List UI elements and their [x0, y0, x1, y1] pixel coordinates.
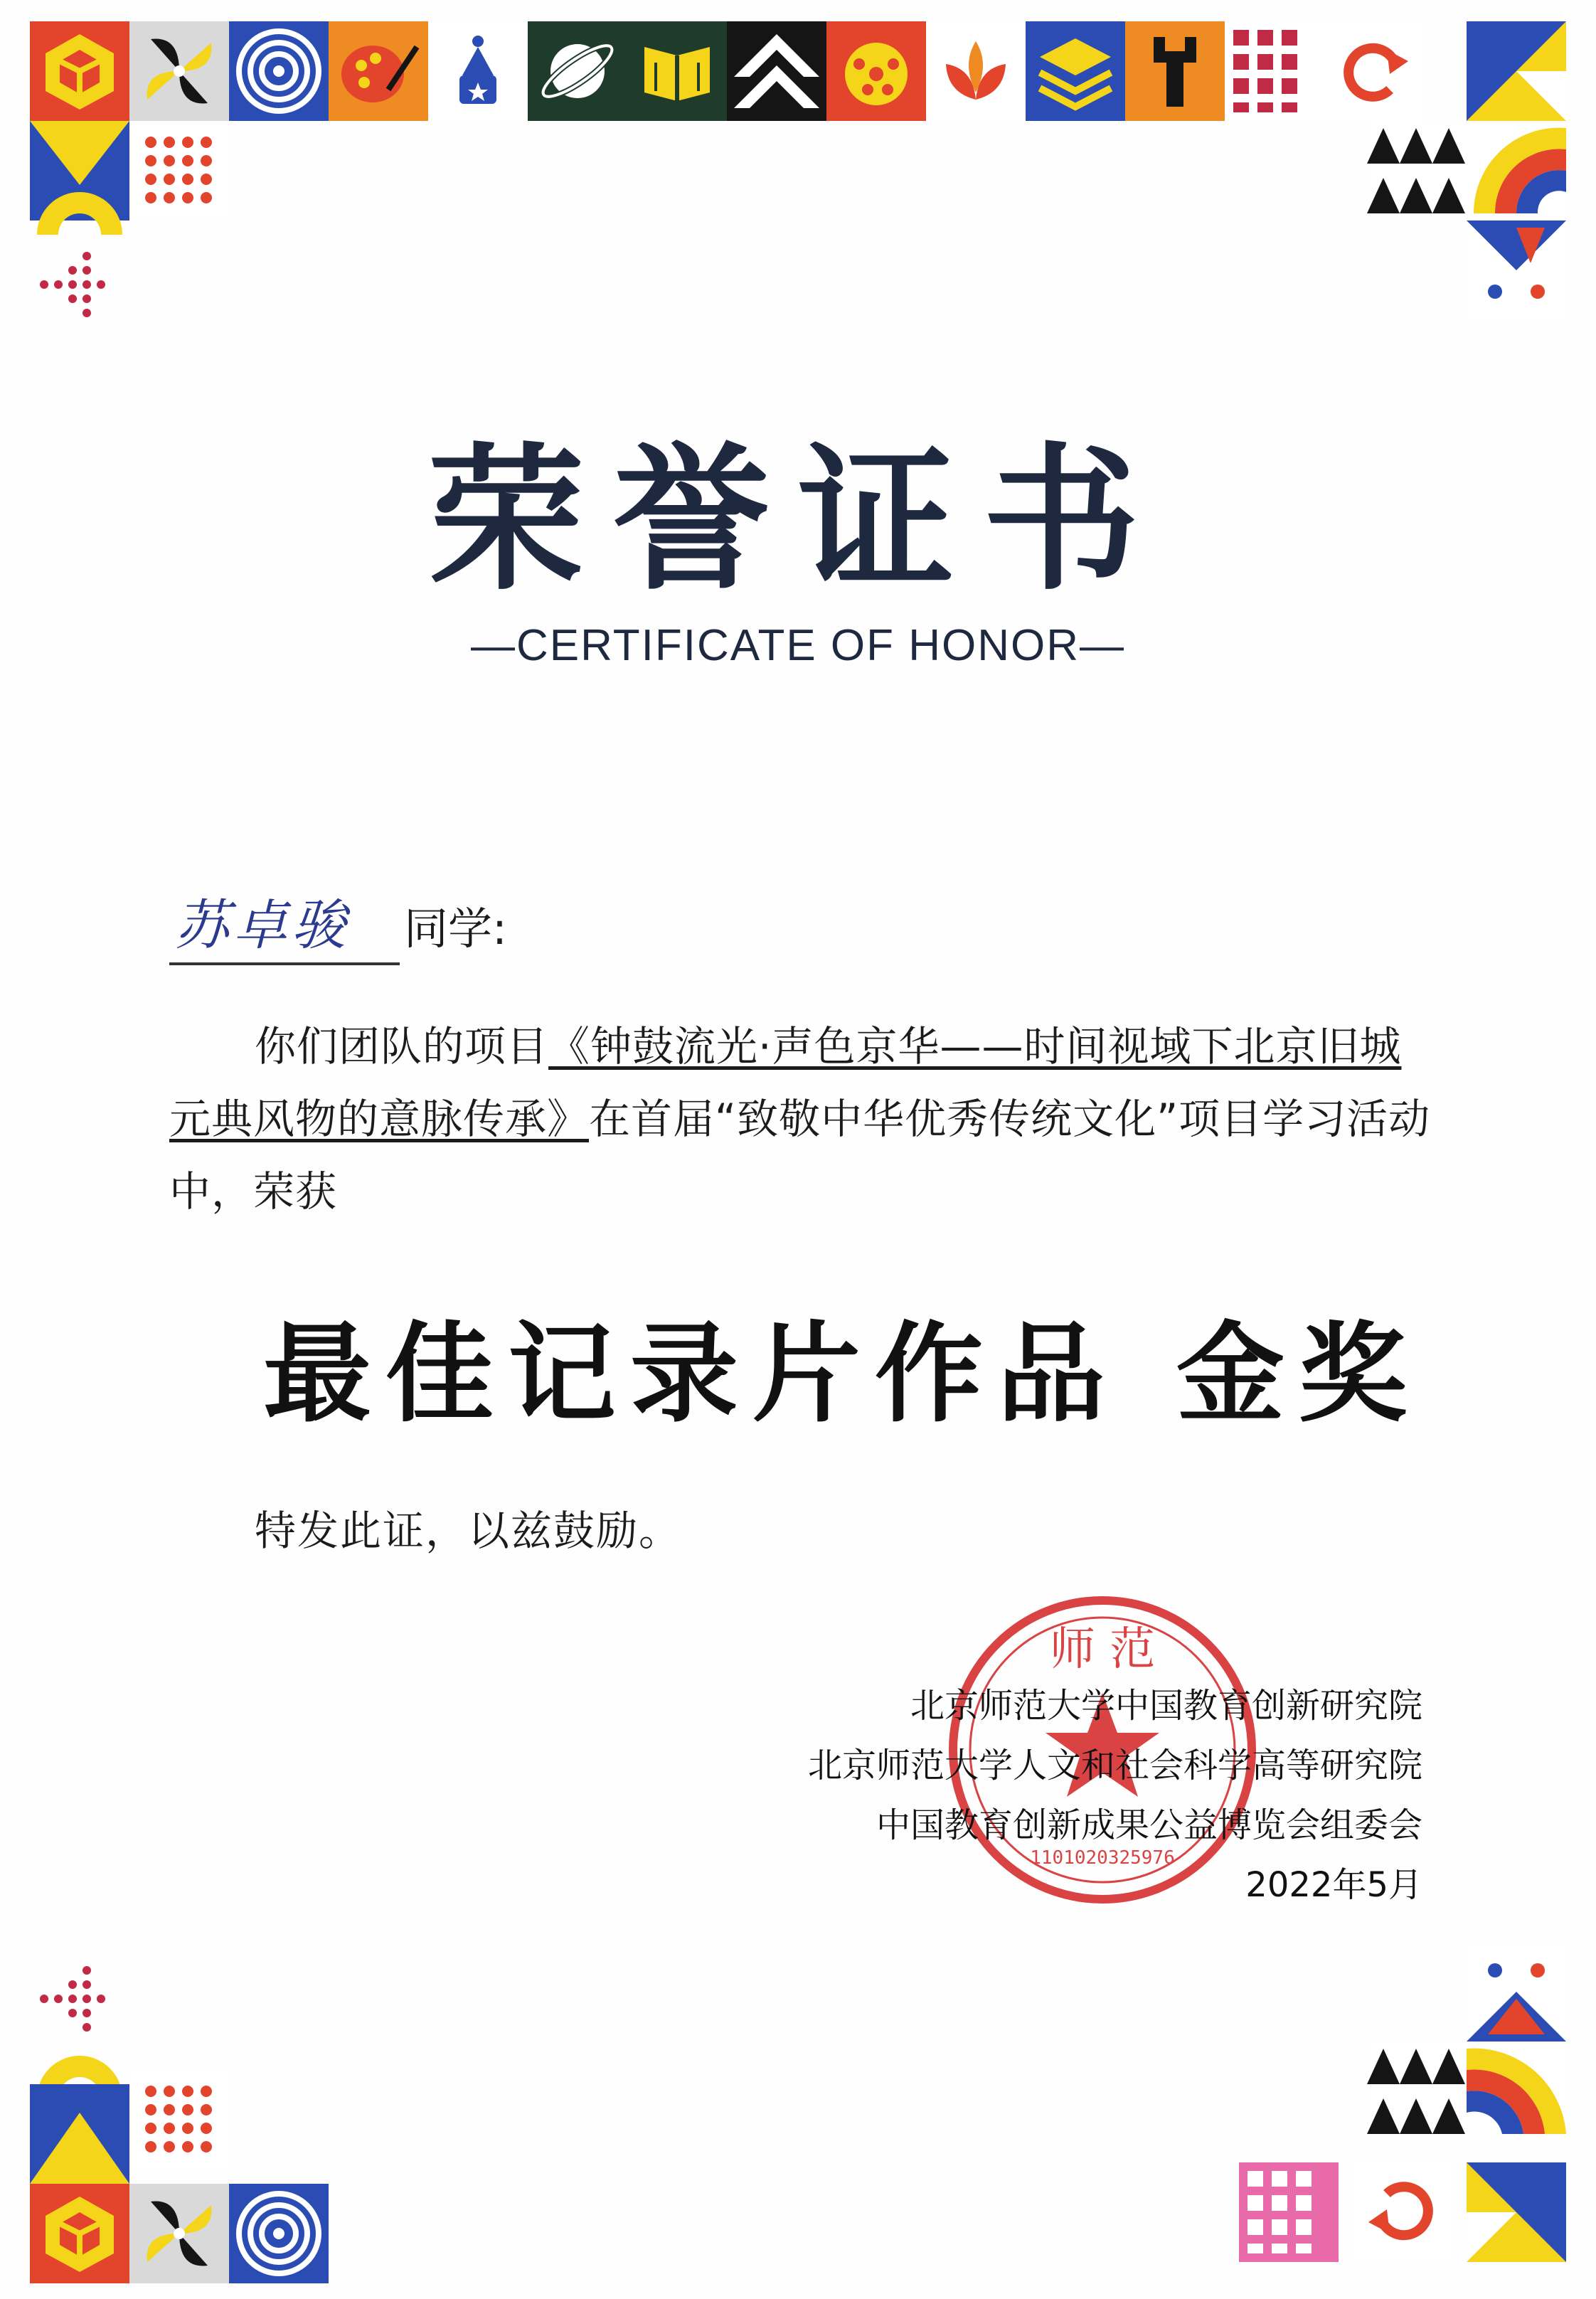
recipient-suffix: 同学: — [404, 903, 507, 955]
project-title: 《钟鼓流光·声色京华——时间视域下北京旧城元典风物的意脉传承》 — [169, 1022, 1402, 1143]
clown-face-icon — [1467, 221, 1566, 320]
refresh-arrow-icon — [1324, 21, 1424, 121]
chevron-up-icon — [727, 21, 826, 121]
planet-icon — [528, 21, 627, 121]
triangles-icon — [1467, 2162, 1566, 2262]
recipient-line — [169, 882, 507, 960]
seal-top-text: 师 范 — [1049, 1623, 1156, 1676]
dotted-arrow-icon — [30, 1949, 129, 2049]
zigzag-triangles-icon — [1367, 2042, 1467, 2141]
hexagon-cube-icon — [30, 2184, 129, 2283]
body-paragraph — [169, 1010, 1435, 1228]
certificate-title: 荣誉证书 — [427, 427, 1168, 611]
recipient-name: 苏卓骏 — [169, 882, 400, 965]
issuer-block — [808, 1676, 1422, 1915]
award-level: 金奖 — [1176, 1310, 1421, 1437]
body-middle: 在首届“致敬中华优秀传统文化”项目学习活动中，荣获 — [169, 1095, 1431, 1216]
rainbow-arc-icon — [1467, 121, 1566, 221]
triangles-icon — [1467, 21, 1566, 121]
refresh-arrow-icon — [1353, 2162, 1452, 2262]
molecule-icon — [826, 21, 926, 121]
triangle-icon — [30, 2084, 129, 2184]
issuer-line: 中国教育创新成果公益博览会组委会 — [876, 1805, 1422, 1845]
grid-pattern-icon — [1225, 21, 1324, 121]
paint-palette-icon — [329, 21, 428, 121]
zigzag-triangles-icon — [1367, 121, 1467, 221]
clown-face-icon — [1467, 1942, 1566, 2042]
issue-date: 2022年5月 — [1245, 1865, 1422, 1905]
award-title: 最佳记录片作品 — [263, 1310, 1119, 1437]
target-rings-icon — [229, 21, 329, 121]
wrench-icon — [1125, 21, 1225, 121]
rainbow-arc-icon — [1467, 2042, 1566, 2141]
pinwheel-icon — [129, 21, 229, 121]
target-rings-icon — [229, 2184, 329, 2283]
closing-text: 特发此证，以兹鼓励。 — [255, 1507, 682, 1555]
issuer-line: 北京师范大学人文和社会科学高等研究院 — [807, 1746, 1422, 1785]
robot-icon — [428, 21, 528, 121]
leaf-sprout-icon — [926, 21, 1026, 121]
seal-number: 1101020325976 — [1030, 1847, 1175, 1869]
pinwheel-icon — [129, 2184, 229, 2283]
hexagon-cube-icon — [30, 21, 129, 121]
dot-grid-icon — [129, 2070, 229, 2170]
body-intro: 你们团队的项目 — [255, 1022, 549, 1071]
award-line — [263, 1287, 1421, 1443]
dotted-arrow-icon — [30, 235, 129, 334]
grid-pattern-icon — [1239, 2162, 1339, 2262]
certificate-subtitle: —CERTIFICATE OF HONOR— — [470, 621, 1126, 670]
dot-grid-icon — [129, 121, 229, 221]
layers-icon — [1026, 21, 1125, 121]
open-book-icon — [627, 21, 727, 121]
issuer-line: 北京师范大学中国教育创新研究院 — [910, 1686, 1422, 1726]
